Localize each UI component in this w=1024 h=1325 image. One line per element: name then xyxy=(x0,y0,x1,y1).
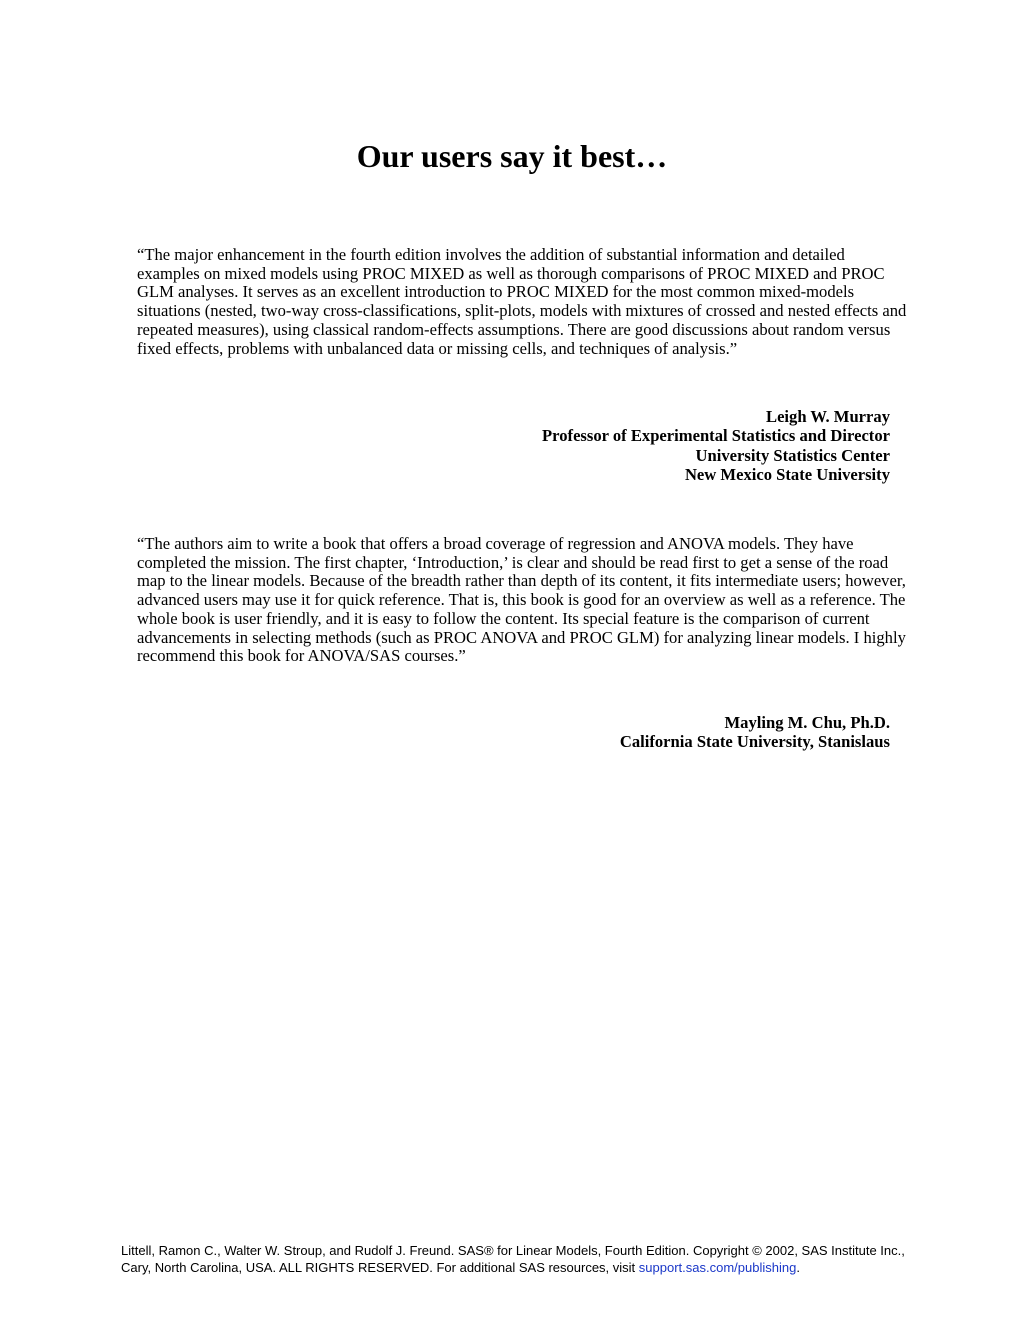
copyright-footer xyxy=(121,1242,971,1276)
testimonial-quote-2: “The authors aim to write a book that offers a broad coverage of regression and ANOVA models. They have completed the mission. The first chapter, ‘Introduction,’ is clear and should be read first to get a sense of the road map to the linear models. Because of the breadth rather than depth of its content, it fits intermediate users; however, advanced users may use it for quick reference. That is, this book is good for an overview as well as a reference. The whole book is user friendly, and it is easy to follow the content. Its special feature is the comparison of current advancements in selecting methods (such as PROC ANOVA and PROC GLM) for analyzing linear models. I highly recommend this book for ANOVA/SAS courses.” xyxy=(137,534,906,666)
attribution-institution: New Mexico State University xyxy=(684,464,890,484)
attribution-department: University Statistics Center xyxy=(695,445,890,465)
footer-line-1: Littell, Ramon C., Walter W. Stroup, and Rudolf J. Freund. SAS® for Linear Models, Fourth Edition. Copyright © 2002, SAS Institute Inc., xyxy=(121,1243,905,1258)
footer-line-2 xyxy=(121,1259,971,1276)
attribution-title: Professor of Experimental Statistics and Director xyxy=(542,426,890,446)
testimonial-quote-1: “The major enhancement in the fourth edition involves the addition of substantial information and detailed examples on mixed models using PROC MIXED as well as thorough comparisons of PROC MIXED and PROC GLM analyses. It serves as an excellent introduction to PROC MIXED for the most common mixed-models situations (nested, two-way cross-classifications, split-plots, models with mixtures of crossed and nested effects and repeated measures), using classical random-effects assumptions. There are good discussions about random versus fixed effects, problems with unbalanced data or missing cells, and techniques of analysis.” xyxy=(137,245,907,358)
publishing-link[interactable]: support.sas.com/publishing xyxy=(638,1260,797,1275)
testimonial-attribution-1 xyxy=(290,407,890,484)
page-title: Our users say it best… xyxy=(356,138,668,174)
attribution-name: Leigh W. Murray xyxy=(766,407,890,426)
footer-line-2-text: Cary, North Carolina, USA. ALL RIGHTS RESERVED. For additional SAS resources, visit xyxy=(121,1260,639,1275)
testimonial-attribution-2 xyxy=(290,713,890,752)
attribution-name: Mayling M. Chu, Ph.D. xyxy=(724,713,890,732)
footer-link-suffix: . xyxy=(796,1260,800,1275)
attribution-institution: California State University, Stanislaus xyxy=(619,732,890,752)
